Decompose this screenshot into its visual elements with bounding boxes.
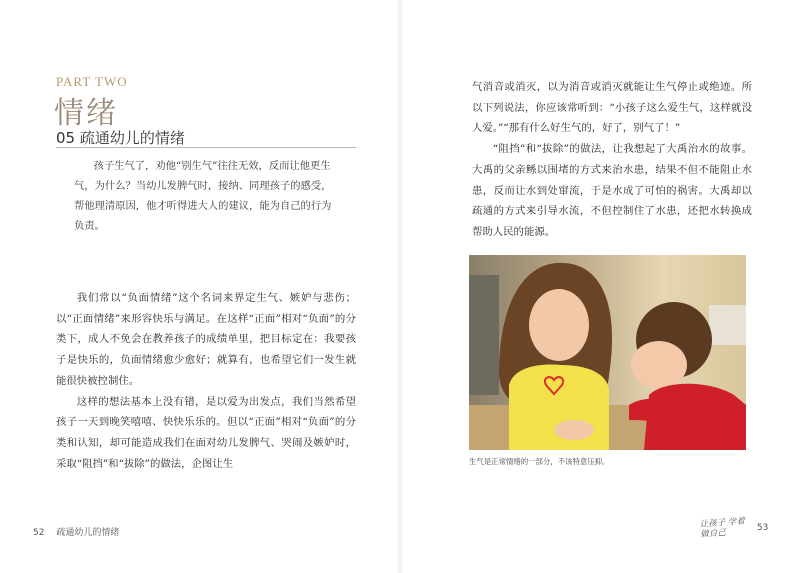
intro-text: 孩子生气了，劝他“别生气”往往无效，反而让他更生气，为什么？当幼儿发脾气时，接纳、同理孩子的感受，帮他理清原因，他才听得进大人的建议，能为自己的行为负责。 xyxy=(74,160,332,232)
page-footer-right xyxy=(700,518,768,538)
chapter-title: 05 疏通幼儿的情绪 xyxy=(56,129,185,147)
body-text-left xyxy=(56,288,356,474)
paragraph: 这样的想法基本上没有错，是以爱为出发点，我们当然希望孩子一天到晚笑嘻嘻、快快乐乐的。但以“正面”相对“负面”的分类和认知，却可能造成我们在面对幼儿发脾气、哭闹及嫉妒时，采取“阻挡”和“拔除”的做法，企图让生 xyxy=(56,395,356,470)
paragraph: 气消音或消灭，以为消音或消灭就能让生气停止或绝迹。所以下列说法，你应该常听到：“小孩子这么爱生气，这样就没人爱。”“那有什么好生气的，好了，别气了！” xyxy=(472,81,752,135)
chapter-divider xyxy=(56,147,356,148)
photo-illustration xyxy=(469,255,746,450)
page-footer-left xyxy=(33,525,119,538)
chapter-intro xyxy=(74,156,336,236)
part-label: PART TWO xyxy=(56,74,128,89)
running-head: 疏通幼儿的情绪 xyxy=(56,528,120,538)
body-text-right xyxy=(472,77,752,243)
page-number: 53 xyxy=(756,523,769,533)
section-title: 情绪 xyxy=(54,96,118,131)
right-page xyxy=(400,0,800,573)
photo-caption: 生气是正常情绪的一部分，不该特意压抑。 xyxy=(469,457,610,466)
handwritten-mark: 让孩子 学着做自己 xyxy=(699,516,746,540)
photo-children xyxy=(469,255,746,450)
paragraph: “阻挡”和“拔除”的做法，让我想起了大禹治水的故事。大禹的父亲鲧以围堵的方式来治水患，结果不但不能阻止水患，反而让水到处窜流，于是水成了可怕的祸害。大禹却以疏通的方式来引导水流，不但控制住了水患，还把水转换成帮助人民的能源。 xyxy=(472,143,752,238)
page-number: 52 xyxy=(33,528,45,538)
paragraph: 我们常以“负面情绪”这个名词来界定生气、嫉妒与悲伤；以“正面情绪”来形容快乐与满足。在这样“正面”相对“负面”的分类下，成人不免会在教养孩子的成绩单里，把目标定在：我要孩子是快乐的，负面情绪愈少愈好；就算有，也希望它们一发生就能很快被控制住。 xyxy=(56,292,356,387)
